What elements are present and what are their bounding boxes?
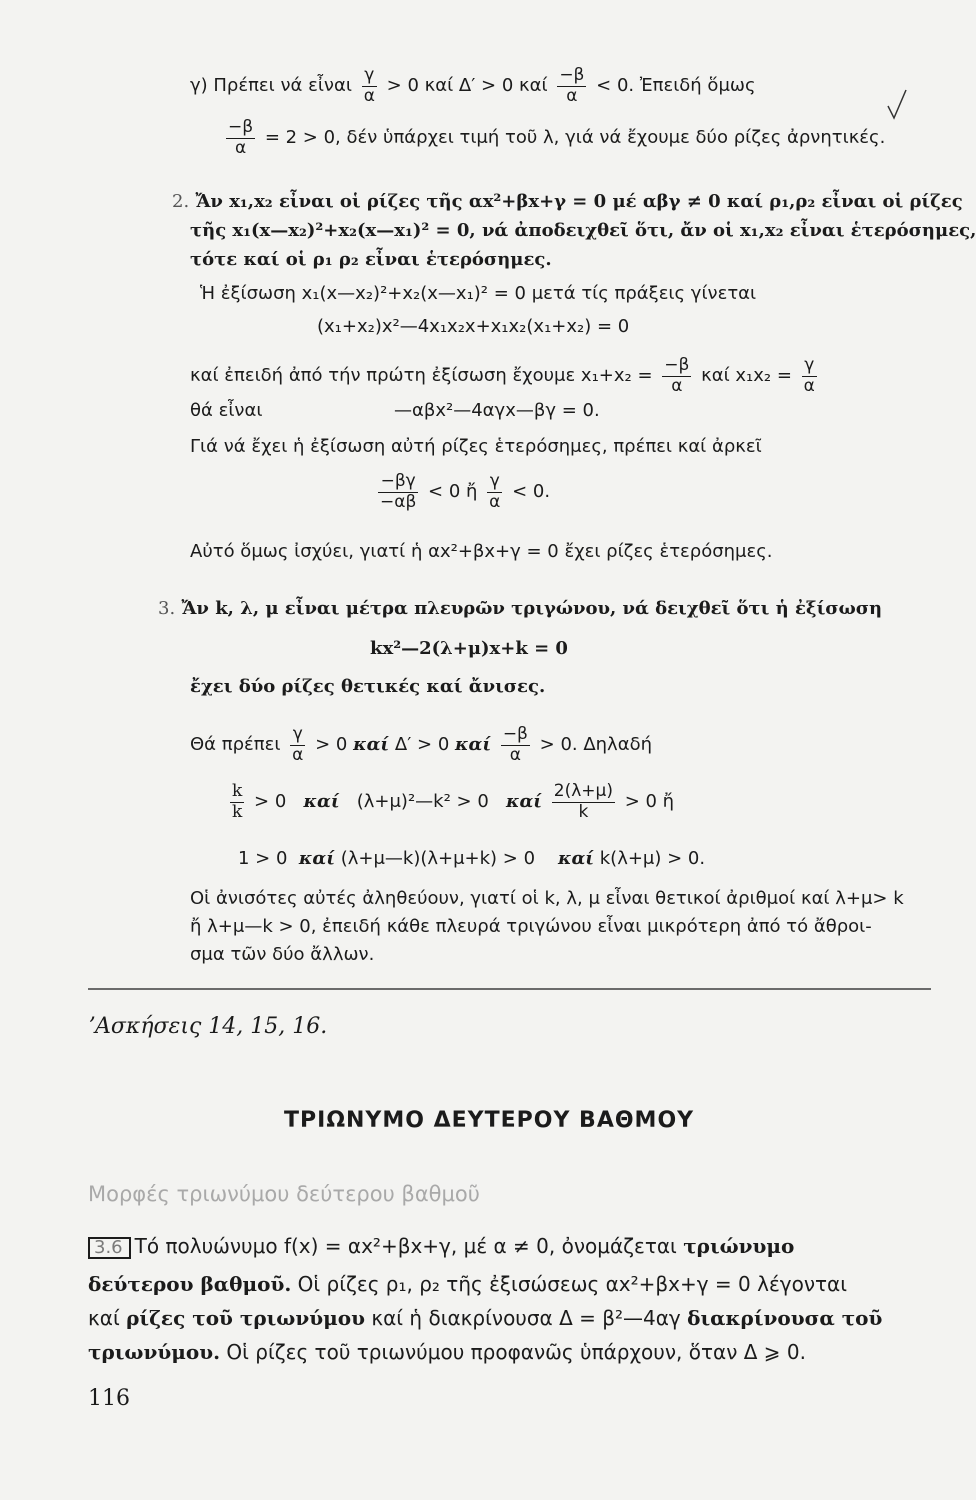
exercise-3-line-2: ἔχει δύο ρίζες θετικές καί ἄνισες. [190,676,546,697]
solution-3-para-1: Οἱ ἀνισότες αὐτές ἀληθεύουν, γιατί οἱ k, λ, μ εἶναι θετικοί ἀριθμοί καί λ+μ> k [190,888,904,909]
fraction-beta-alpha: $\frac{-\beta}{\alpha}$ [559,65,585,106]
condition-line: $\frac{-\beta\gamma}{-\alpha\beta}$ < 0 ἤ $\frac{\gamma}{\alpha}$ < 0. [380,471,551,512]
divider-rule [88,988,931,990]
exercises-reference: ʼΑσκήσεις 14, 15, 16. [88,1014,328,1039]
fraction-beta-alpha-3: $\frac{-\beta}{\alpha}$ [664,355,690,396]
solution-2-line-2: καί ἐπειδή ἀπό τήν πρώτη ἐξίσωση ἔχουμε x₁+x₂ = $\frac{-\beta}{\alpha}$ καί x₁x₂ = $\frac{\gamma}{\alpha}$ [190,355,815,396]
page-number: 116 [88,1386,130,1411]
definition-line-4: τριωνύμου. Οἱ ρίζες τοῦ τριωνύμου προφανῶς ὑπάρχουν, ὅταν Δ ⩾ 0. [88,1340,806,1364]
fraction-beta-alpha-4: $\frac{-\beta}{\alpha}$ [502,724,528,765]
fraction-gamma-alpha-3: $\frac{\gamma}{\alpha}$ [489,471,501,512]
exercise-2-line-3: τότε καί οἱ ρ₁ ρ₂ εἶναι ἑτερόσημες. [190,249,552,270]
solution-2-line-3: θά εἶναι [190,400,263,421]
solution-2-line-5: Αὐτό ὅμως ἰσχύει, γιατί ἡ αx²+βx+γ = 0 ἔχει ρίζες ἑτερόσημες. [190,541,773,562]
exercise-3-equation: kx²—2(λ+μ)x+k = 0 [370,638,568,659]
solution-3-para-3: σμα τῶν δύο ἄλλων. [190,944,375,965]
fraction-2lm-k: $\frac{2(\lambda+\mu)}{k}$ [553,781,613,822]
section-heading: Μορφές τριωνύμου δεύτερου βαθμοῦ [88,1182,480,1206]
fraction-gamma-alpha-2: $\frac{\gamma}{\alpha}$ [803,355,815,396]
exercise-3-line-1: 3. Ἄν k, λ, μ εἶναι μέτρα πλευρῶν τριγώνου, νά δειχθεῖ ὅτι ἡ ἐξίσωση [158,598,883,619]
definition-line-2: δεύτερου βαθμοῦ. Οἱ ρίζες ρ₁, ρ₂ τῆς ἐξισώσεως αx²+βx+γ = 0 λέγονται [88,1272,848,1296]
exercise-2-line-1: 2. Ἄν x₁,x₂ εἶναι οἱ ρίζες τῆς αx²+βx+γ = 0 μέ αβγ ≠ 0 καί ρ₁,ρ₂ εἶναι οἱ ρίζες [172,191,963,212]
equation-transformed: —αβx²—4αγx—βγ = 0. [394,400,600,421]
gamma-line-1: γ) Πρέπει νά εἶναι $\frac{\gamma}{\alpha}$ > 0 καί Δ′ > 0 καί $\frac{-\beta}{\alpha}$ < 0. Ἐπειδή ὅμως [190,65,756,106]
section-number-box: 3.6 [88,1237,131,1259]
solution-3-line-2: $\frac{k}{k}$ > 0 καί (λ+μ)²—k² > 0 καί $\frac{2(\lambda+\mu)}{k}$ > 0 ἤ [232,781,675,822]
solution-3-line-3: 1 > 0 καί (λ+μ—k)(λ+μ+k) > 0 καί k(λ+μ) > 0. [238,848,706,869]
solution-3-line-1: Θά πρέπει $\frac{\gamma}{\alpha}$ > 0 καί Δ′ > 0 καί $\frac{-\beta}{\alpha}$ > 0. Δηλαδή [190,724,652,765]
fraction-k-k: $\frac{k}{k}$ [232,781,243,822]
fraction-gamma-alpha: $\frac{\gamma}{\alpha}$ [363,65,375,106]
fraction-beta-alpha-2: $\frac{-\beta}{\alpha}$ [228,117,254,158]
definition-line-1: 3.6 Τό πολυώνυμο f(x) = αx²+βx+γ, μέ α ≠ 0, ὀνομάζεται τριώνυμο [88,1236,794,1259]
check-mark-icon [886,88,908,126]
definition-line-3: καί ρίζες τοῦ τριωνύμου καί ἡ διακρίνουσα Δ = β²—4αγ διακρίνουσα τοῦ [88,1306,883,1330]
solution-2-line-1: Ἡ ἐξίσωση x₁(x—x₂)²+x₂(x—x₁)² = 0 μετά τίς πράξεις γίνεται [200,283,757,304]
exercise-2-line-2: τῆς x₁(x—x₂)²+x₂(x—x₁)² = 0, νά ἀποδειχθεῖ ὅτι, ἄν οἱ x₁,x₂ εἶναι ἑτερόσημες, [190,220,976,241]
solution-2-line-4: Γιά νά ἔχει ἡ ἐξίσωση αὐτή ρίζες ἑτερόσημες, πρέπει καί ἀρκεῖ [190,436,762,457]
chapter-title: ΤΡΙΩΝΥΜΟ ΔΕΥΤΕΡΟΥ ΒΑΘΜΟΥ [284,1108,695,1133]
equation-expanded: (x₁+x₂)x²—4x₁x₂x+x₁x₂(x₁+x₂) = 0 [317,316,630,337]
fraction-bg-ab: $\frac{-\beta\gamma}{-\alpha\beta}$ [380,471,417,512]
solution-3-para-2: ἤ λ+μ—k > 0, ἐπειδή κάθε πλευρά τριγώνου εἶναι μικρότερη ἀπό τό ἄθροι- [190,916,872,937]
fraction-gamma-alpha-4: $\frac{\gamma}{\alpha}$ [292,724,304,765]
gamma-line-2: $\frac{-\beta}{\alpha}$ = 2 > 0, δέν ὑπάρχει τιμή τοῦ λ, γιά νά ἔχουμε δύο ρίζες ἀρνητικές. [228,117,886,158]
